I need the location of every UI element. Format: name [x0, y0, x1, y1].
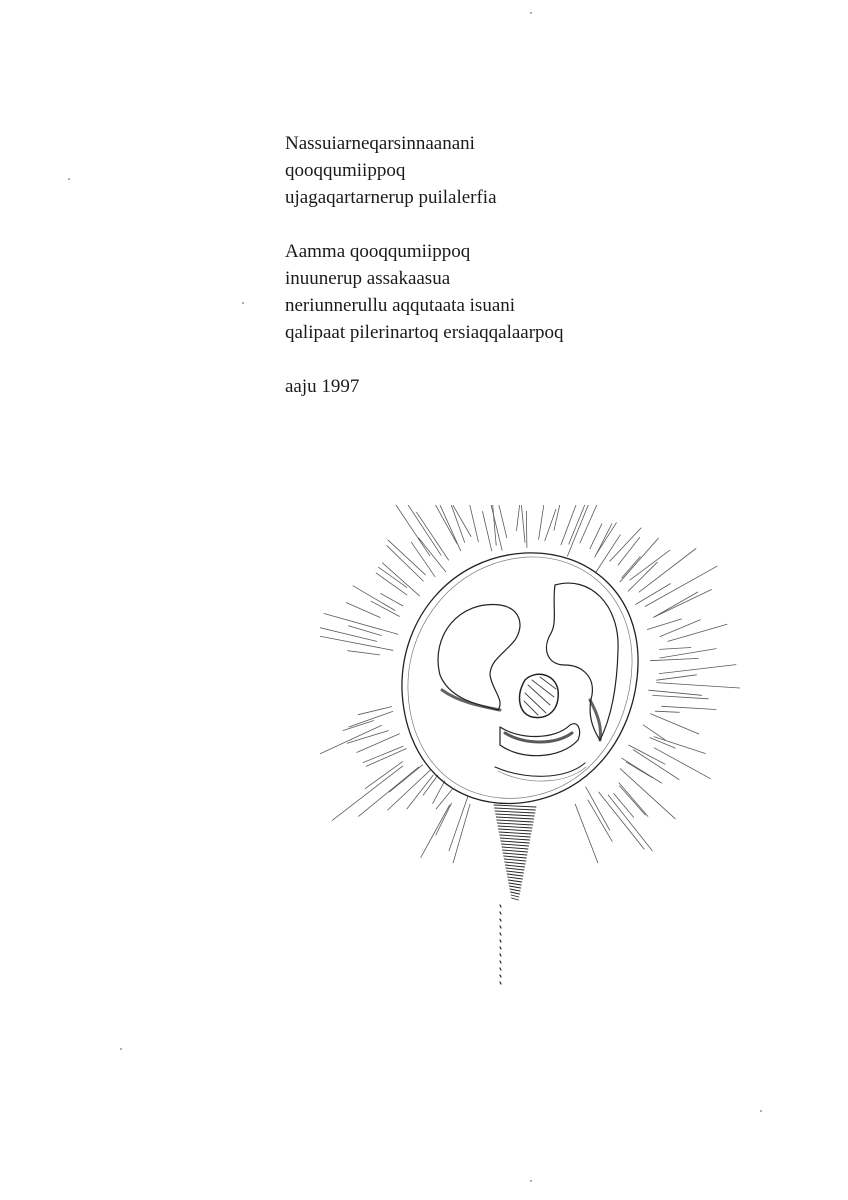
stem-hatch	[501, 841, 529, 843]
sun-ray	[651, 714, 699, 734]
scan-speck	[242, 302, 244, 304]
stem-hatch	[495, 811, 535, 813]
sun-ray	[349, 626, 382, 636]
sun-ray	[421, 805, 450, 857]
poem-line: qooqqumiippoq	[285, 160, 406, 181]
stem-dot	[500, 933, 501, 935]
stanza-1	[285, 130, 785, 211]
sun-ray	[462, 505, 478, 542]
sun-ray	[483, 512, 492, 551]
sun-ray	[668, 624, 727, 641]
sun-ray	[629, 745, 665, 764]
sun-ray	[636, 584, 671, 605]
sun-ray	[320, 725, 382, 754]
stem-hatch	[507, 874, 523, 876]
stem-hatch	[509, 886, 520, 888]
stem-hatch	[508, 877, 523, 879]
stem-dot	[500, 912, 501, 914]
scan-speck	[120, 1048, 122, 1050]
sun-ray	[651, 658, 699, 660]
sun-ray	[647, 619, 681, 630]
stem-hatch	[498, 826, 532, 828]
sun-ray	[343, 721, 374, 731]
sun-ray	[453, 506, 471, 537]
stem-dot	[500, 968, 501, 970]
sun-ray	[388, 540, 426, 575]
stem-hatch	[495, 808, 536, 810]
sun-ray	[436, 803, 452, 835]
sun-ray	[521, 505, 525, 542]
stem-hatch	[497, 823, 532, 825]
poem-line: neriunnerullu aqqutaata isuani	[285, 295, 516, 316]
sun-ray	[545, 509, 556, 540]
sun-ray	[349, 711, 393, 727]
stem-hatch	[496, 817, 533, 819]
sun-ray	[517, 505, 523, 531]
sun-ray	[526, 511, 527, 547]
stem-hatch	[502, 847, 528, 849]
sun-ray	[633, 750, 679, 780]
sun-ray	[348, 651, 380, 655]
sun-ray	[411, 542, 435, 577]
sun-ray	[419, 538, 446, 572]
poem-line: Aamma qooqqumiippoq	[285, 241, 471, 262]
sun-ray	[622, 758, 662, 783]
stem-dot	[500, 975, 501, 977]
sun-ray	[608, 795, 652, 851]
sun-ray	[660, 648, 692, 650]
scan-speck	[530, 1180, 532, 1182]
scan-speck	[68, 178, 70, 180]
sun-ray	[419, 505, 456, 543]
stem-dot	[500, 919, 501, 921]
sun-ray	[628, 562, 657, 591]
sun-ray	[346, 603, 380, 618]
sun-ray	[554, 505, 568, 530]
sun-ray	[575, 804, 598, 863]
sun-ray	[586, 787, 610, 830]
sun-ray	[645, 566, 717, 606]
sun-ray	[657, 683, 740, 688]
sun-ray	[662, 706, 717, 709]
stem-hatch	[510, 889, 520, 891]
sun-ray	[400, 505, 441, 555]
signature-date: aaju 1997	[285, 376, 360, 397]
stem-hatch	[508, 880, 522, 882]
sun-ray	[655, 592, 698, 617]
stem-hatch	[499, 832, 531, 834]
sun-ray	[357, 734, 400, 753]
sun-ray	[655, 711, 679, 712]
stem-hatch	[497, 820, 533, 822]
sun-ray	[389, 765, 422, 792]
sun-ray	[332, 766, 402, 820]
stem-hatch	[503, 850, 528, 852]
sun-ray	[649, 690, 702, 695]
sun-ray	[619, 783, 648, 817]
stanza-2	[285, 238, 785, 346]
stem-hatch	[506, 868, 524, 870]
stem-hatch	[494, 805, 536, 807]
sun-ray	[320, 626, 377, 642]
sun-ray	[588, 800, 612, 842]
sun-ray	[630, 550, 670, 580]
stem-hatch	[504, 856, 527, 858]
stem-hatch	[500, 835, 531, 837]
stem-dot	[500, 982, 501, 984]
stem-hatch	[500, 838, 529, 840]
stem-hatch	[507, 871, 524, 873]
scan-speck	[530, 12, 532, 14]
sun-ray	[495, 505, 507, 538]
sun-ray	[590, 524, 602, 549]
sun-ray	[657, 675, 697, 680]
stem-hatch	[505, 862, 525, 864]
sun-ray	[371, 601, 399, 616]
sun-ray	[643, 725, 665, 740]
stem-dot	[500, 947, 501, 949]
sun-ray	[660, 649, 716, 658]
stem-hatch	[503, 853, 527, 855]
sun-ray	[539, 505, 546, 539]
stem-dot	[500, 940, 501, 942]
sun-ray	[453, 804, 470, 863]
sun-ray	[567, 505, 598, 556]
poem-line: ujagaqartarnerup puilalerfia	[285, 187, 497, 208]
sun-ray	[620, 786, 646, 815]
sun-ray	[659, 665, 736, 674]
stem-hatch	[501, 844, 528, 846]
sun-ray	[363, 746, 403, 762]
sun-ray	[626, 762, 652, 778]
stem-hatch	[499, 829, 532, 831]
poem	[285, 130, 785, 427]
stem-hatch	[504, 859, 526, 861]
sun-ray	[320, 636, 393, 651]
stanza-3	[285, 373, 785, 400]
stem-hatch	[511, 892, 520, 894]
sun-ray	[449, 796, 468, 850]
stem-dot	[500, 926, 501, 928]
sun-ray	[388, 505, 430, 556]
poem-line: Nassuiarneqarsinnaanani	[285, 133, 475, 154]
stem-hatch	[505, 865, 524, 867]
sun-ray	[653, 590, 711, 618]
stem-hatch	[511, 895, 519, 897]
scan-speck	[760, 1110, 762, 1112]
stem-hatch	[509, 883, 521, 885]
stem-dot	[500, 954, 501, 956]
sun-ray	[387, 546, 424, 581]
poem-line: qalipaat pilerinartoq ersiaqqalaarpoq	[285, 322, 564, 343]
sun-ray	[596, 523, 616, 555]
stem-dot	[500, 905, 501, 907]
sun-ray	[599, 792, 645, 849]
sun-face-sketch-icon	[320, 505, 740, 995]
sun-ray	[654, 737, 705, 754]
poem-line: inuunerup assakaasua	[285, 268, 451, 289]
stem-hatch	[512, 898, 519, 900]
stem-hatch	[496, 814, 535, 816]
sun-ray	[653, 695, 709, 698]
stem-dot	[500, 961, 501, 963]
